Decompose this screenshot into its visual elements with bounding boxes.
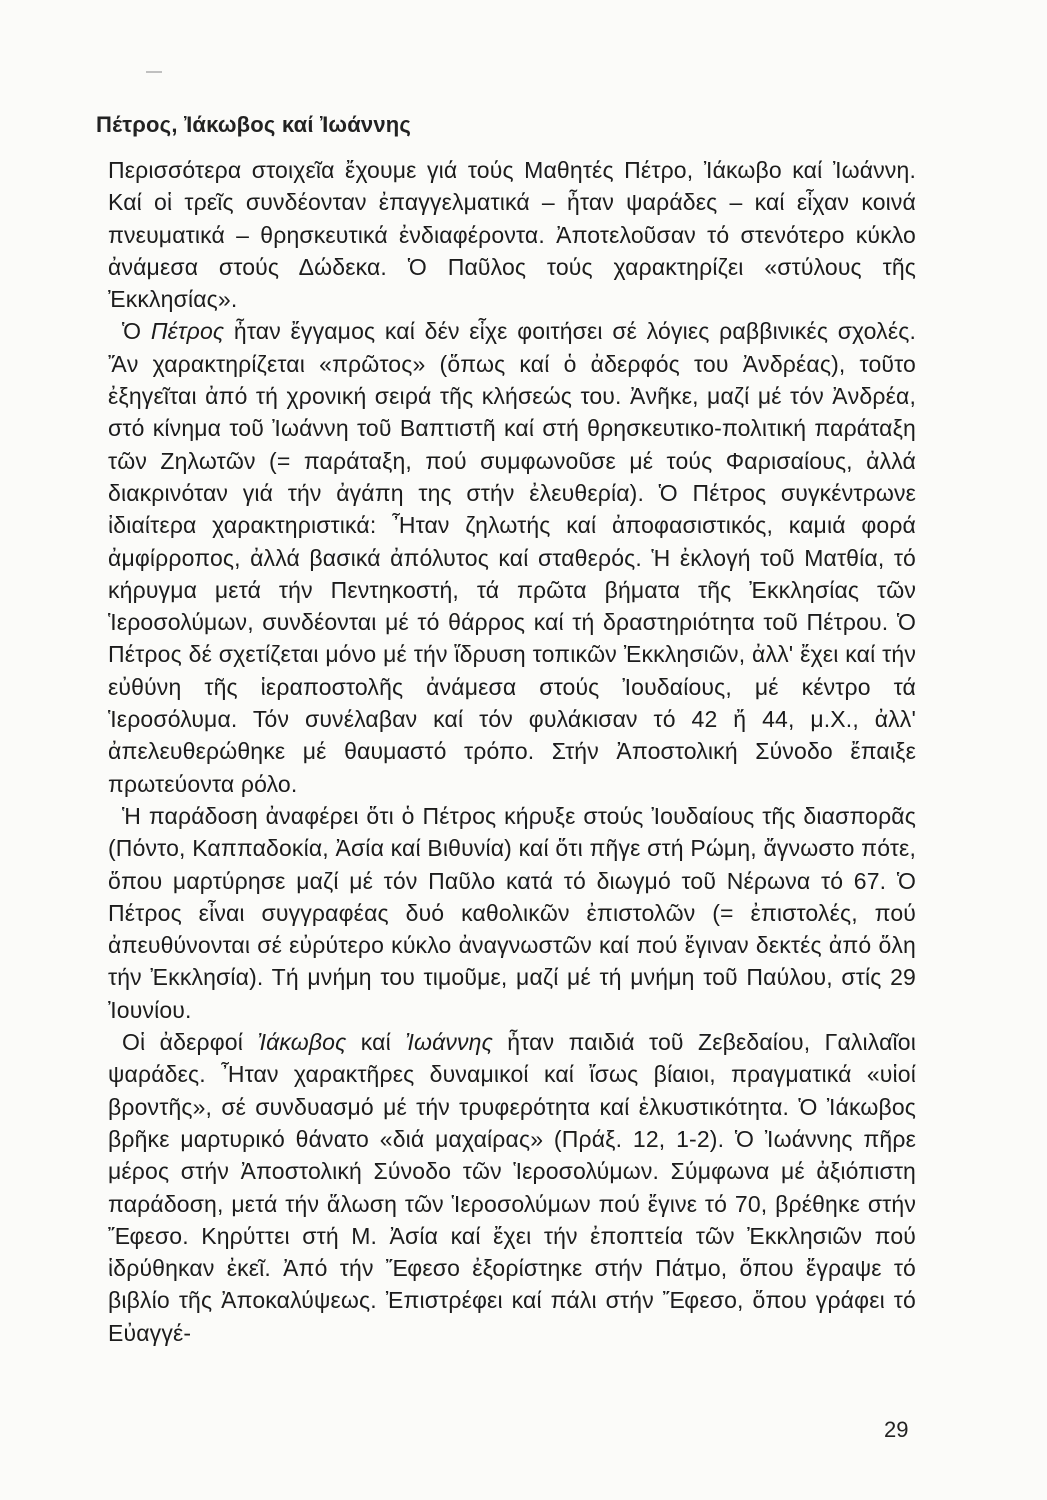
body-text — [108, 154, 916, 1349]
paragraph-petros — [108, 315, 916, 799]
emphasized-name: Ἰωάννης — [405, 1029, 493, 1056]
paragraph-text: Ὁ — [122, 318, 151, 345]
paragraph-text: ἦταν παιδιά τοῦ Ζεβεδαίου, Γαλιλαῖοι ψαράδες. Ἦταν χαρακτῆρες δυναμικοί καί ἴσως βίαιοι, πραγματικά «υἱοί βροντῆς», σέ συνδυασμό μέ τήν τρυφερότητα καί ἑλκυστικότητα. Ὁ Ἰάκωβος βρῆκε μαρτυρικό θάνατο «διά μαχαίρας» (Πράξ. 12, 1-2). Ὁ Ἰωάννης πῆρε μέρος στήν Ἀποστολική Σύνοδο τῶν Ἱεροσολύμων. Σύμφωνα μέ ἀξιόπιστη παράδοση, μετά τήν ἅλωση τῶν Ἱεροσολύμων πού ἔγινε τό 70, βρέθηκε στήν Ἔφεσο. Κηρύττει στή Μ. Ἀσία καί ἔχει τήν ἐποπτεία τῶν Ἐκκλησιῶν πού ἱδρύθηκαν ἐκεῖ. Ἀπό τήν Ἔφεσο ἐξορίστηκε στήν Πάτμο, ὅπου ἔγραψε τό βιβλίο τῆς Ἀποκαλύψεως. Ἐπιστρέφει καί πάλι στήν Ἔφεσο, ὅπου γράφει τό Εὐαγγέ- — [108, 1029, 917, 1346]
paragraph-tradition — [108, 800, 916, 1026]
paragraph-text: Περισσότερα στοιχεῖα ἔχουμε γιά τούς Μαθητές Πέτρο, Ἰάκωβο καί Ἰωάννη. Καί οἱ τρεῖς συνδέονταν ἐπαγγελματικά – ἦταν ψαράδες – καί εἶχαν κοινά πνευματικά – θρησκευτικά ἐνδιαφέροντα. Ἀποτελοῦσαν τό στενότερο κύκλο ἀνάμεσα στούς Δώδεκα. Ὁ Παῦλος τούς χαρακτηρίζει «στύλους τῆς Ἐκκλησίας». — [108, 157, 916, 313]
scan-artifact-mark — [146, 71, 162, 73]
emphasized-name: Ἰάκωβος — [257, 1029, 347, 1056]
paragraph-brothers — [108, 1026, 916, 1349]
emphasized-name: Πέτρος — [150, 318, 225, 345]
paragraph-intro — [108, 154, 916, 315]
paragraph-text: Ἡ παράδοση ἀναφέρει ὅτι ὁ Πέτρος κήρυξε στούς Ἰουδαίους τῆς διασπορᾶς (Πόντο, Καππαδοκία, Ἀσία καί Βιθυνία) καί ὅτι πῆγε στή Ρώμη, ἄγνωστο πότε, ὅπου μαρτύρησε μαζί μέ τόν Παῦλο κατά τό διωγμό τοῦ Νέρωνα τό 67. Ὁ Πέτρος εἶναι συγγραφέας δυό καθολικῶν ἐπιστολῶν (= ἐπιστολές, πού ἀπευθύνονται σέ εὐρύτερο κύκλο ἀναγνωστῶν καί πού ἔγιναν δεκτές ἀπό ὅλη τήν Ἐκκλησία). Τή μνήμη του τιμοῦμε, μαζί μέ τή μνήμη τοῦ Παύλου, στίς 29 Ἰουνίου. — [108, 802, 916, 1023]
page-number: 29 — [884, 1417, 909, 1442]
paragraph-text: καί — [346, 1029, 406, 1056]
section-heading: Πέτρος, Ἰάκωβος καί Ἰωάννης — [96, 112, 412, 137]
paragraph-text: ἦταν ἔγγαμος καί δέν εἶχε φοιτήσει σέ λόγιες ραββινικές σχολές. Ἄν χαρακτηρίζεται «πρῶτος» (ὅπως καί ὁ ἀδερφός του Ἀνδρέας), τοῦτο ἐξηγεῖται ἀπό τή χρονική σειρά τῆς κλήσεώς του. Ἀνῆκε, μαζί μέ τόν Ἀνδρέα, στό κίνημα τοῦ Ἰωάννη τοῦ Βαπτιστῆ καί στή θρησκευτικο-πολιτική παράταξη τῶν Ζηλωτῶν (= παράταξη, πού συμφωνοῦσε μέ τούς Φαρισαίους, ἀλλά διακρινόταν γιά τήν ἀγάπη της στήν ἐλευθερία). Ὁ Πέτρος συγκέντρωνε ἰδιαίτερα χαρακτηριστικά: Ἦταν ζηλωτής καί ἀποφασιστικός, καμιά φορά ἀμφίρροπος, ἀλλά βασικά ἀπόλυτος καί σταθερός. Ἡ ἐκλογή τοῦ Ματθία, τό κήρυγμα μετά τήν Πεντηκοστή, τά πρῶτα βήματα τῆς Ἐκκλησίας τῶν Ἱεροσολύμων, συνδέονται μέ τό θάρρος καί τή δραστηριότητα τοῦ Πέτρου. Ὁ Πέτρος δέ σχετίζεται μόνο μέ τήν ἵδρυση τοπικῶν Ἐκκλησιῶν, ἀλλ' ἔχει καί τήν εὐθύνη τῆς ἱεραποστολῆς ἀνάμεσα στούς Ἰουδαίους, μέ κέντρο τά Ἱεροσόλυμα. Τόν συνέλαβαν καί τόν φυλάκισαν τό 42 ἤ 44, μ.Χ., ἀλλ' ἀπελευθερώθηκε μέ θαυμαστό τρόπο. Στήν Ἀποστολική Σύνοδο ἔπαιξε πρωτεύοντα ρόλο. — [108, 318, 916, 797]
paragraph-text: Οἱ ἀδερφοί — [122, 1029, 258, 1056]
